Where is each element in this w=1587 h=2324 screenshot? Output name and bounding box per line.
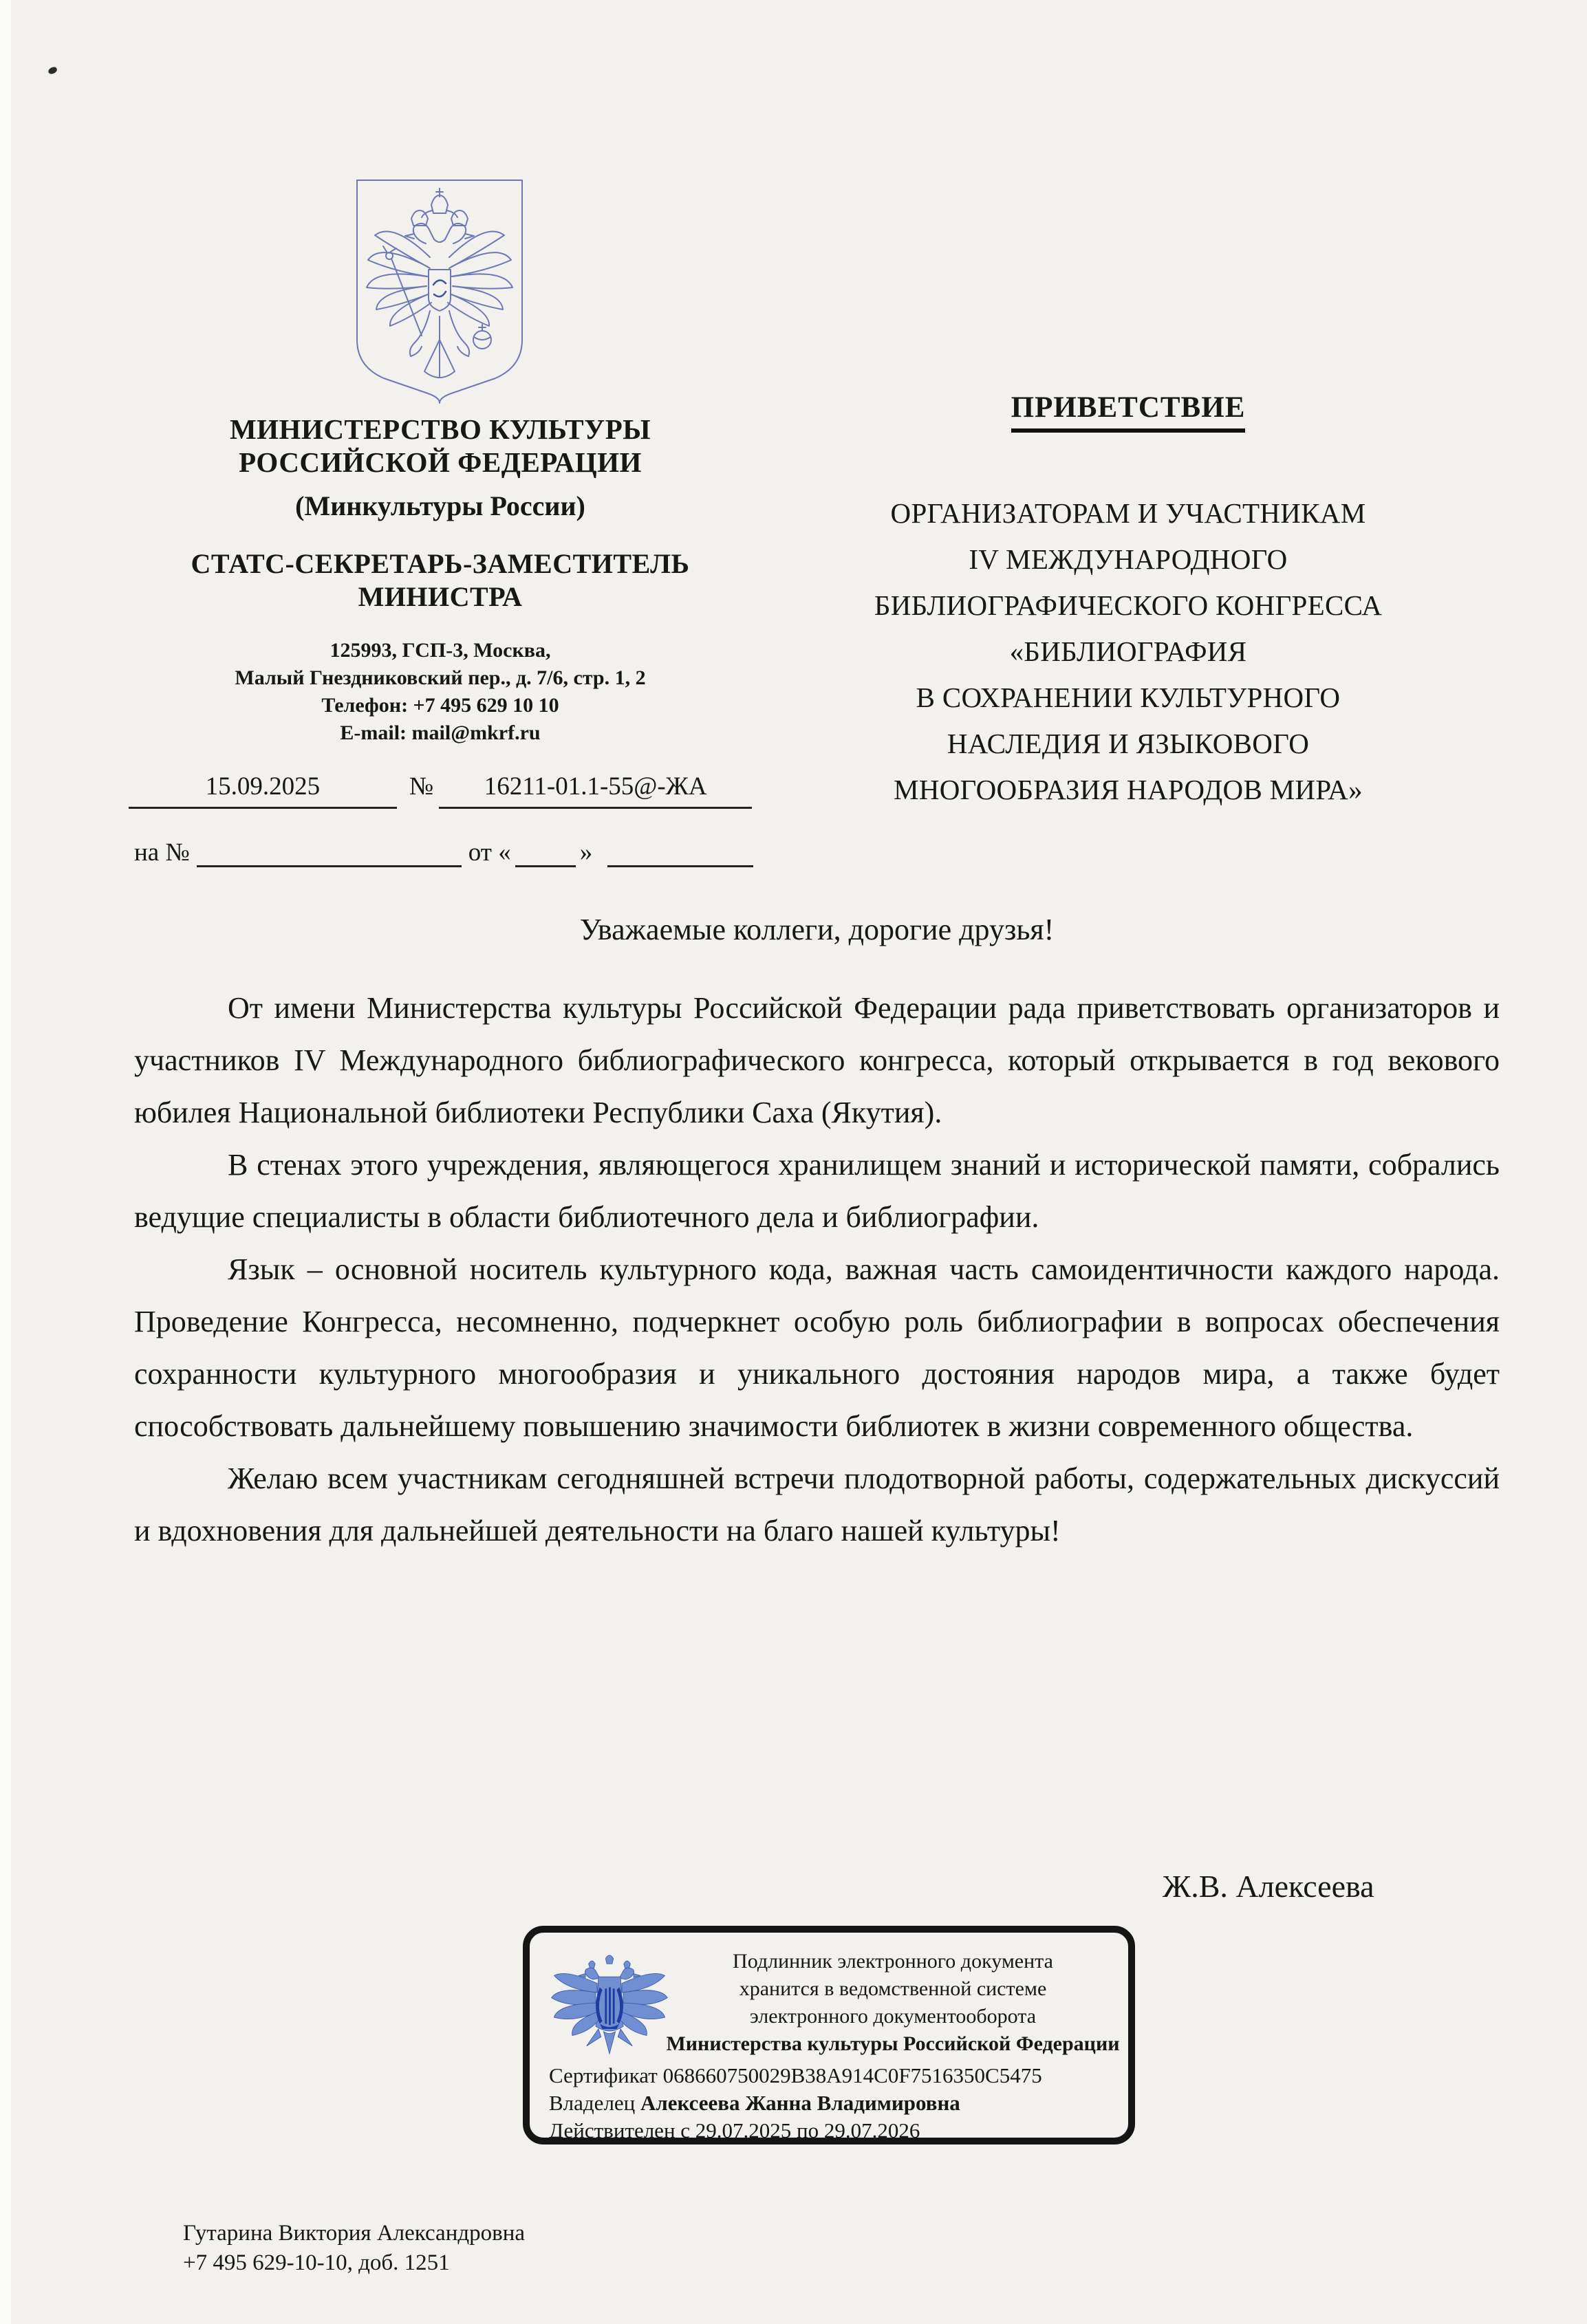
- scan-speck-artifact: [47, 66, 58, 75]
- ministry-of-culture-emblem-icon: [548, 1949, 671, 2061]
- ministry-address-block: [96, 637, 784, 747]
- ministry-name-line-1: МИНИСТЕРСТВО КУЛЬТУРЫ: [229, 413, 651, 445]
- body-paragraph-1: От имени Министерства культуры Российской Федерации рада приветствовать организаторов и участников IV Международного библиографического конгресса, который открывается в год векового юбилея Национальной библиотеки Республики Саха (Якутия).: [134, 991, 1500, 1129]
- ministry-short-name: (Минкультуры России): [295, 490, 585, 521]
- reference-day-blank: [515, 838, 576, 867]
- reference-month-blank: [607, 838, 753, 867]
- signer-position-line-2: МИНИСТРА: [358, 581, 523, 612]
- addressee-line: В СОХРАНЕНИИ КУЛЬТУРНОГО: [916, 682, 1341, 713]
- number-sign: №: [409, 772, 434, 801]
- letterhead: [96, 413, 784, 867]
- document-title: ПРИВЕТСТВИЕ: [1011, 391, 1246, 433]
- address-line-email: E-mail: mail@mkrf.ru: [340, 721, 541, 744]
- ministry-name-line-2: РОССИЙСКОЙ ФЕДЕРАЦИИ: [239, 446, 642, 478]
- stamp-header-line-2: хранится в ведомственной системе: [739, 1977, 1047, 2000]
- signer-position-line-1: СТАТС-СЕКРЕТАРЬ-ЗАМЕСТИТЕЛЬ: [191, 548, 690, 579]
- executor-phone: +7 495 629-10-10, доб. 1251: [183, 2250, 450, 2275]
- owner-line: [549, 2089, 1042, 2117]
- outgoing-number: 16211-01.1-55@-ЖА: [439, 772, 752, 809]
- stamp-certificate-block: [549, 2062, 1042, 2144]
- addressee-line: НАСЛЕДИЯ И ЯЗЫКОВОГО: [947, 728, 1310, 759]
- owner-name: Алексеева Жанна Владимировна: [640, 2091, 960, 2115]
- reference-prefix: на №: [134, 838, 190, 867]
- stamp-organization-line: Министерства культуры Российской Федерации: [666, 2032, 1120, 2055]
- electronic-signature-stamp: [523, 1926, 1135, 2144]
- outgoing-date: 15.09.2025: [129, 772, 397, 809]
- incoming-reference-row: [96, 838, 784, 867]
- certificate-value: 068660750029B38A914C0F7516350C5475: [662, 2063, 1042, 2087]
- russia-coat-of-arms-icon: [347, 176, 532, 404]
- owner-label: Владелец: [549, 2091, 636, 2115]
- certificate-line: [549, 2062, 1042, 2089]
- signer-name: Ж.В. Алексеева: [1163, 1869, 1374, 1904]
- body-paragraph-3: Язык – основной носитель культурного кода, важная часть самоидентичности каждого народа. Проведение Конгресса, несомненно, подчеркнет особую роль библиографии в вопросах обеспечения сохранности культурного многообразия и уникального достояния народов мира, а также будет способствовать дальнейшему повышению значимости библиотек в жизни современного общества.: [134, 1252, 1500, 1443]
- validity-line: Действителен с 29.07.2025 по 29.07.2026: [549, 2118, 920, 2142]
- body-paragraph-4: Желаю всем участникам сегодняшней встречи плодотворной работы, содержательных дискуссий и вдохновения для дальнейшей деятельности на благо нашей культуры!: [134, 1462, 1500, 1547]
- reference-quote-close: »: [579, 838, 593, 867]
- addressee-line: «БИБЛИОГРАФИЯ: [1009, 636, 1247, 667]
- addressee-line: IV МЕЖДУНАРОДНОГО: [969, 543, 1288, 575]
- reference-from-label: от «: [468, 838, 511, 867]
- reference-number-blank: [197, 838, 462, 867]
- address-line-postal: 125993, ГСП-3, Москва,: [330, 639, 551, 662]
- addressee-line: БИБЛИОГРАФИЧЕСКОГО КОНГРЕССА: [874, 589, 1383, 621]
- address-line-street: Малый Гнездниковский пер., д. 7/6, стр. 1, 2: [235, 666, 646, 689]
- title-block: [784, 391, 1472, 813]
- signer-position: [96, 547, 784, 613]
- letter-body: [134, 909, 1500, 1557]
- body-paragraph-2: В стенах этого учреждения, являющегося хранилищем знаний и исторической памяти, собрались ведущие специалисты в области библиотечного дела и библиографии.: [134, 1148, 1500, 1234]
- address-line-phone: Телефон: +7 495 629 10 10: [321, 694, 559, 717]
- outgoing-date-number-row: [96, 772, 784, 809]
- addressee-block: [784, 490, 1472, 813]
- certificate-label: Сертификат: [549, 2063, 658, 2087]
- addressee-line: МНОГООБРАЗИЯ НАРОДОВ МИРА»: [894, 774, 1363, 805]
- stamp-header-line-3: электронного документооборота: [749, 2005, 1037, 2028]
- stamp-header-line-1: Подлинник электронного документа: [733, 1950, 1053, 1973]
- salutation: Уважаемые коллеги, дорогие друзья!: [579, 913, 1055, 946]
- executor-contact-block: [183, 2219, 525, 2278]
- stamp-header: [662, 1948, 1124, 2058]
- addressee-line: ОРГАНИЗАТОРАМ И УЧАСТНИКАМ: [890, 497, 1366, 529]
- executor-name: Гутарина Виктория Александровна: [183, 2221, 526, 2246]
